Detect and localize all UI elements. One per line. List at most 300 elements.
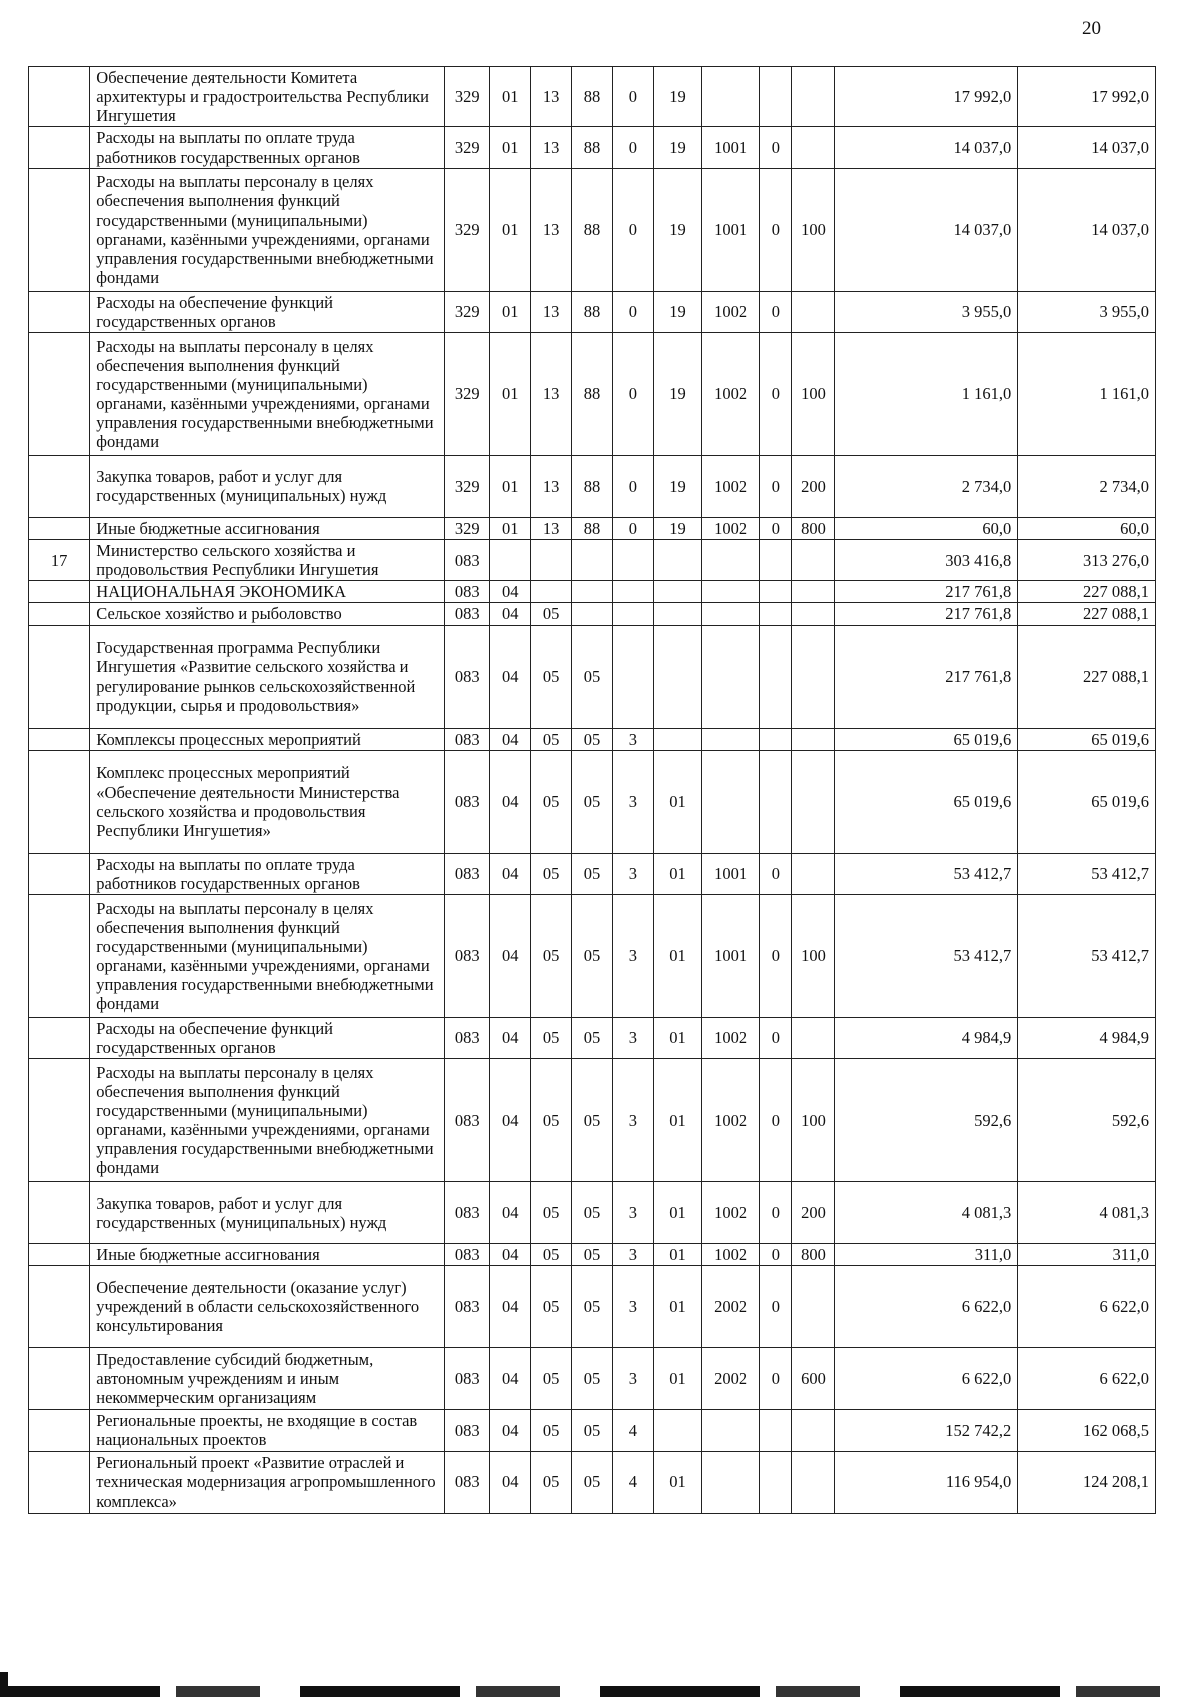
section-code: 01 <box>490 127 531 168</box>
expense-type-code <box>792 127 835 168</box>
program-type-code: 0 <box>612 455 653 517</box>
program-type-code: 4 <box>612 1451 653 1513</box>
amount-year-1: 17 992,0 <box>835 67 1018 127</box>
program-type-code: 3 <box>612 894 653 1017</box>
ministry-code: 329 <box>445 67 490 127</box>
row-description: Расходы на выплаты персоналу в целях обеспечения выполнения функций государственными (муниципальными) органами, казёнными учреждениями, органами управления государственными внебюджетными фондами <box>90 168 445 291</box>
structural-element-code: 01 <box>653 1451 701 1513</box>
direction-extra-code: 0 <box>760 291 792 332</box>
amount-year-1: 217 761,8 <box>835 603 1018 625</box>
section-code: 04 <box>490 894 531 1017</box>
subsection-code: 05 <box>531 1266 572 1348</box>
direction-extra-code: 0 <box>760 455 792 517</box>
section-code: 01 <box>490 168 531 291</box>
subsection-code: 05 <box>531 1244 572 1266</box>
ministry-code: 329 <box>445 168 490 291</box>
amount-year-1: 6 622,0 <box>835 1266 1018 1348</box>
ministry-code: 329 <box>445 517 490 539</box>
program-type-code: 3 <box>612 853 653 894</box>
ministry-code: 329 <box>445 291 490 332</box>
program-code: 88 <box>572 67 613 127</box>
direction-extra-code: 0 <box>760 1348 792 1410</box>
structural-element-code: 19 <box>653 127 701 168</box>
amount-year-1: 14 037,0 <box>835 168 1018 291</box>
table-row <box>29 540 1156 581</box>
table-row <box>29 1182 1156 1244</box>
section-code: 04 <box>490 1244 531 1266</box>
structural-element-code: 19 <box>653 517 701 539</box>
program-code: 88 <box>572 168 613 291</box>
structural-element-code: 19 <box>653 455 701 517</box>
structural-element-code <box>653 1410 701 1451</box>
expense-type-code <box>792 67 835 127</box>
table-row <box>29 332 1156 455</box>
structural-element-code <box>653 625 701 728</box>
table-row <box>29 1410 1156 1451</box>
row-description: Региональные проекты, не входящие в состав национальных проектов <box>90 1410 445 1451</box>
section-code: 04 <box>490 1059 531 1182</box>
direction-extra-code: 0 <box>760 894 792 1017</box>
section-code: 04 <box>490 1266 531 1348</box>
section-code: 01 <box>490 332 531 455</box>
table-row <box>29 603 1156 625</box>
direction-extra-code <box>760 750 792 853</box>
table-row <box>29 1348 1156 1410</box>
table-row <box>29 1244 1156 1266</box>
table-row <box>29 127 1156 168</box>
section-code: 04 <box>490 1451 531 1513</box>
direction-extra-code <box>760 540 792 581</box>
direction-code <box>702 750 760 853</box>
row-number <box>29 1410 90 1451</box>
direction-extra-code: 0 <box>760 332 792 455</box>
program-type-code <box>612 540 653 581</box>
direction-code <box>702 67 760 127</box>
program-type-code: 0 <box>612 168 653 291</box>
row-description: Расходы на выплаты персоналу в целях обеспечения выполнения функций государственными (муниципальными) органами, казёнными учреждениями, органами управления государственными внебюджетными фондами <box>90 894 445 1017</box>
subsection-code: 13 <box>531 291 572 332</box>
structural-element-code: 01 <box>653 1059 701 1182</box>
direction-extra-code <box>760 625 792 728</box>
subsection-code: 05 <box>531 1451 572 1513</box>
ministry-code: 083 <box>445 1059 490 1182</box>
program-type-code: 3 <box>612 750 653 853</box>
program-type-code: 0 <box>612 517 653 539</box>
expense-type-code: 600 <box>792 1348 835 1410</box>
structural-element-code: 01 <box>653 894 701 1017</box>
row-description: Предоставление субсидий бюджетным, автономным учреждениям и иным некоммерческим организациям <box>90 1348 445 1410</box>
amount-year-1: 3 955,0 <box>835 291 1018 332</box>
direction-code: 1002 <box>702 455 760 517</box>
structural-element-code <box>653 603 701 625</box>
table-row <box>29 894 1156 1017</box>
subsection-code: 05 <box>531 728 572 750</box>
amount-year-1: 152 742,2 <box>835 1410 1018 1451</box>
ministry-code: 329 <box>445 127 490 168</box>
program-code: 05 <box>572 1410 613 1451</box>
page-number: 20 <box>1082 18 1101 39</box>
expense-type-code: 800 <box>792 1244 835 1266</box>
amount-year-1: 65 019,6 <box>835 750 1018 853</box>
row-number <box>29 517 90 539</box>
program-type-code: 0 <box>612 332 653 455</box>
row-number <box>29 67 90 127</box>
amount-year-1: 14 037,0 <box>835 127 1018 168</box>
structural-element-code: 01 <box>653 1017 701 1058</box>
expense-type-code <box>792 291 835 332</box>
structural-element-code <box>653 728 701 750</box>
subsection-code: 05 <box>531 603 572 625</box>
program-type-code <box>612 625 653 728</box>
program-type-code: 0 <box>612 291 653 332</box>
amount-year-2: 592,6 <box>1018 1059 1156 1182</box>
amount-year-2: 6 622,0 <box>1018 1266 1156 1348</box>
direction-extra-code <box>760 67 792 127</box>
amount-year-2: 3 955,0 <box>1018 291 1156 332</box>
program-code: 05 <box>572 728 613 750</box>
direction-extra-code <box>760 603 792 625</box>
table-row <box>29 1017 1156 1058</box>
program-type-code: 3 <box>612 1266 653 1348</box>
structural-element-code: 19 <box>653 168 701 291</box>
row-description: Закупка товаров, работ и услуг для государственных (муниципальных) нужд <box>90 1182 445 1244</box>
program-code: 88 <box>572 127 613 168</box>
amount-year-2: 311,0 <box>1018 1244 1156 1266</box>
row-number <box>29 1348 90 1410</box>
row-description: Сельское хозяйство и рыболовство <box>90 603 445 625</box>
section-code: 04 <box>490 728 531 750</box>
row-number <box>29 853 90 894</box>
program-code: 05 <box>572 1017 613 1058</box>
amount-year-2: 60,0 <box>1018 517 1156 539</box>
structural-element-code: 19 <box>653 67 701 127</box>
direction-code: 1001 <box>702 894 760 1017</box>
direction-code: 2002 <box>702 1348 760 1410</box>
section-code: 04 <box>490 1182 531 1244</box>
section-code: 01 <box>490 517 531 539</box>
amount-year-2: 53 412,7 <box>1018 853 1156 894</box>
expense-type-code <box>792 625 835 728</box>
amount-year-1: 1 161,0 <box>835 332 1018 455</box>
amount-year-2: 162 068,5 <box>1018 1410 1156 1451</box>
program-code: 88 <box>572 517 613 539</box>
row-description: Обеспечение деятельности Комитета архитектуры и градостроительства Республики Ингушетия <box>90 67 445 127</box>
subsection-code: 13 <box>531 127 572 168</box>
structural-element-code <box>653 540 701 581</box>
program-code <box>572 603 613 625</box>
section-code: 01 <box>490 455 531 517</box>
expense-type-code <box>792 1266 835 1348</box>
amount-year-1: 303 416,8 <box>835 540 1018 581</box>
structural-element-code: 01 <box>653 853 701 894</box>
amount-year-2: 2 734,0 <box>1018 455 1156 517</box>
direction-code <box>702 625 760 728</box>
expense-type-code <box>792 1410 835 1451</box>
direction-extra-code <box>760 1451 792 1513</box>
section-code: 01 <box>490 291 531 332</box>
program-code: 88 <box>572 332 613 455</box>
table-row <box>29 517 1156 539</box>
budget-table <box>28 66 1156 1514</box>
structural-element-code: 19 <box>653 291 701 332</box>
program-type-code: 0 <box>612 67 653 127</box>
amount-year-1: 60,0 <box>835 517 1018 539</box>
direction-code <box>702 581 760 603</box>
section-code: 04 <box>490 581 531 603</box>
structural-element-code <box>653 581 701 603</box>
direction-code: 1001 <box>702 168 760 291</box>
row-number <box>29 455 90 517</box>
ministry-code: 083 <box>445 1348 490 1410</box>
amount-year-2: 227 088,1 <box>1018 581 1156 603</box>
subsection-code: 05 <box>531 1348 572 1410</box>
direction-extra-code: 0 <box>760 168 792 291</box>
direction-code: 1002 <box>702 517 760 539</box>
row-description: Иные бюджетные ассигнования <box>90 517 445 539</box>
row-number <box>29 1244 90 1266</box>
amount-year-1: 4 081,3 <box>835 1182 1018 1244</box>
row-number <box>29 1059 90 1182</box>
table-row <box>29 750 1156 853</box>
amount-year-2: 14 037,0 <box>1018 127 1156 168</box>
program-type-code: 0 <box>612 127 653 168</box>
row-number <box>29 1182 90 1244</box>
row-description: Региональный проект «Развитие отраслей и техническая модернизация агропромышленного комплекса» <box>90 1451 445 1513</box>
direction-code: 1002 <box>702 1017 760 1058</box>
direction-extra-code <box>760 1410 792 1451</box>
ministry-code: 329 <box>445 455 490 517</box>
amount-year-1: 6 622,0 <box>835 1348 1018 1410</box>
expense-type-code <box>792 1017 835 1058</box>
expense-type-code <box>792 728 835 750</box>
ministry-code: 083 <box>445 894 490 1017</box>
amount-year-2: 17 992,0 <box>1018 67 1156 127</box>
program-type-code: 3 <box>612 1182 653 1244</box>
direction-extra-code: 0 <box>760 1266 792 1348</box>
program-type-code: 3 <box>612 1059 653 1182</box>
direction-code <box>702 728 760 750</box>
subsection-code: 05 <box>531 1182 572 1244</box>
subsection-code: 13 <box>531 455 572 517</box>
amount-year-1: 217 761,8 <box>835 625 1018 728</box>
ministry-code: 083 <box>445 728 490 750</box>
row-description: Расходы на выплаты персоналу в целях обеспечения выполнения функций государственными (муниципальными) органами, казёнными учреждениями, органами управления государственными внебюджетными фондами <box>90 1059 445 1182</box>
section-code: 04 <box>490 603 531 625</box>
row-number <box>29 1017 90 1058</box>
program-type-code <box>612 603 653 625</box>
row-number <box>29 894 90 1017</box>
row-number <box>29 1266 90 1348</box>
subsection-code: 05 <box>531 750 572 853</box>
direction-code: 1002 <box>702 1244 760 1266</box>
direction-extra-code: 0 <box>760 517 792 539</box>
program-code: 05 <box>572 894 613 1017</box>
subsection-code: 05 <box>531 894 572 1017</box>
structural-element-code: 01 <box>653 1266 701 1348</box>
program-code: 05 <box>572 1244 613 1266</box>
row-number <box>29 728 90 750</box>
amount-year-2: 14 037,0 <box>1018 168 1156 291</box>
section-code: 04 <box>490 1410 531 1451</box>
subsection-code <box>531 581 572 603</box>
subsection-code: 13 <box>531 67 572 127</box>
expense-type-code <box>792 750 835 853</box>
direction-extra-code: 0 <box>760 1182 792 1244</box>
section-code: 04 <box>490 750 531 853</box>
subsection-code: 05 <box>531 853 572 894</box>
amount-year-1: 53 412,7 <box>835 853 1018 894</box>
amount-year-2: 4 984,9 <box>1018 1017 1156 1058</box>
table-row <box>29 853 1156 894</box>
subsection-code: 05 <box>531 1410 572 1451</box>
table-row <box>29 728 1156 750</box>
ministry-code: 083 <box>445 1410 490 1451</box>
expense-type-code: 800 <box>792 517 835 539</box>
table-body <box>29 67 1156 1514</box>
scan-bottom-edge <box>0 1686 1200 1697</box>
row-number <box>29 291 90 332</box>
amount-year-1: 217 761,8 <box>835 581 1018 603</box>
table-row <box>29 67 1156 127</box>
amount-year-2: 6 622,0 <box>1018 1348 1156 1410</box>
program-code: 05 <box>572 1059 613 1182</box>
expense-type-code: 200 <box>792 1182 835 1244</box>
amount-year-2: 1 161,0 <box>1018 332 1156 455</box>
direction-code <box>702 1451 760 1513</box>
expense-type-code: 100 <box>792 168 835 291</box>
table-row <box>29 291 1156 332</box>
amount-year-1: 592,6 <box>835 1059 1018 1182</box>
direction-extra-code: 0 <box>760 1017 792 1058</box>
subsection-code: 13 <box>531 168 572 291</box>
ministry-code: 083 <box>445 1182 490 1244</box>
row-number <box>29 603 90 625</box>
structural-element-code: 01 <box>653 1182 701 1244</box>
ministry-code: 083 <box>445 1451 490 1513</box>
expense-type-code: 100 <box>792 332 835 455</box>
ministry-code: 329 <box>445 332 490 455</box>
row-description: Расходы на обеспечение функций государственных органов <box>90 1017 445 1058</box>
section-code: 04 <box>490 1348 531 1410</box>
row-description: Комплексы процессных мероприятий <box>90 728 445 750</box>
program-type-code <box>612 581 653 603</box>
amount-year-2: 227 088,1 <box>1018 603 1156 625</box>
row-number <box>29 1451 90 1513</box>
program-code <box>572 581 613 603</box>
table-row <box>29 581 1156 603</box>
direction-code <box>702 603 760 625</box>
direction-extra-code <box>760 581 792 603</box>
row-number <box>29 581 90 603</box>
ministry-code: 083 <box>445 1017 490 1058</box>
direction-code: 1002 <box>702 291 760 332</box>
direction-code: 1002 <box>702 332 760 455</box>
structural-element-code: 19 <box>653 332 701 455</box>
ministry-code: 083 <box>445 853 490 894</box>
row-description: Обеспечение деятельности (оказание услуг) учреждений в области сельскохозяйственного консультирования <box>90 1266 445 1348</box>
row-description: Государственная программа Республики Ингушетия «Развитие сельского хозяйства и регулирование рынков сельскохозяйственной продукции, сырья и продовольствия» <box>90 625 445 728</box>
amount-year-1: 116 954,0 <box>835 1451 1018 1513</box>
program-type-code: 3 <box>612 728 653 750</box>
table-row <box>29 1059 1156 1182</box>
table-row <box>29 1451 1156 1513</box>
section-code <box>490 540 531 581</box>
expense-type-code <box>792 1451 835 1513</box>
row-description: Министерство сельского хозяйства и продовольствия Республики Ингушетия <box>90 540 445 581</box>
expense-type-code <box>792 603 835 625</box>
amount-year-1: 4 984,9 <box>835 1017 1018 1058</box>
expense-type-code: 100 <box>792 1059 835 1182</box>
ministry-code: 083 <box>445 625 490 728</box>
row-description: Расходы на обеспечение функций государственных органов <box>90 291 445 332</box>
direction-code: 1001 <box>702 853 760 894</box>
section-code: 04 <box>490 1017 531 1058</box>
table-row <box>29 625 1156 728</box>
structural-element-code: 01 <box>653 1348 701 1410</box>
amount-year-2: 53 412,7 <box>1018 894 1156 1017</box>
subsection-code: 05 <box>531 1017 572 1058</box>
ministry-code: 083 <box>445 750 490 853</box>
ministry-code: 083 <box>445 581 490 603</box>
ministry-code: 083 <box>445 1266 490 1348</box>
row-description: Комплекс процессных мероприятий «Обеспечение деятельности Министерства сельского хозяйства и продовольствия Республики Ингушетия» <box>90 750 445 853</box>
amount-year-1: 65 019,6 <box>835 728 1018 750</box>
ministry-code: 083 <box>445 540 490 581</box>
expense-type-code: 100 <box>792 894 835 1017</box>
program-code: 05 <box>572 1266 613 1348</box>
program-type-code: 3 <box>612 1244 653 1266</box>
direction-code: 1002 <box>702 1059 760 1182</box>
direction-extra-code: 0 <box>760 1244 792 1266</box>
program-code: 88 <box>572 291 613 332</box>
direction-code: 1001 <box>702 127 760 168</box>
ministry-code: 083 <box>445 603 490 625</box>
subsection-code <box>531 540 572 581</box>
amount-year-2: 227 088,1 <box>1018 625 1156 728</box>
structural-element-code: 01 <box>653 1244 701 1266</box>
expense-type-code <box>792 853 835 894</box>
amount-year-2: 65 019,6 <box>1018 750 1156 853</box>
expense-type-code: 200 <box>792 455 835 517</box>
subsection-code: 13 <box>531 332 572 455</box>
row-description: НАЦИОНАЛЬНАЯ ЭКОНОМИКА <box>90 581 445 603</box>
amount-year-2: 4 081,3 <box>1018 1182 1156 1244</box>
program-code: 05 <box>572 853 613 894</box>
direction-code: 1002 <box>702 1182 760 1244</box>
direction-extra-code <box>760 728 792 750</box>
amount-year-2: 313 276,0 <box>1018 540 1156 581</box>
row-description: Иные бюджетные ассигнования <box>90 1244 445 1266</box>
row-number: 17 <box>29 540 90 581</box>
row-number <box>29 625 90 728</box>
program-code: 05 <box>572 1451 613 1513</box>
row-description: Расходы на выплаты персоналу в целях обеспечения выполнения функций государственными (муниципальными) органами, казёнными учреждениями, органами управления государственными внебюджетными фондами <box>90 332 445 455</box>
row-description: Расходы на выплаты по оплате труда работников государственных органов <box>90 127 445 168</box>
subsection-code: 05 <box>531 1059 572 1182</box>
table-row <box>29 1266 1156 1348</box>
subsection-code: 13 <box>531 517 572 539</box>
program-type-code: 4 <box>612 1410 653 1451</box>
table-row <box>29 168 1156 291</box>
row-number <box>29 127 90 168</box>
amount-year-1: 311,0 <box>835 1244 1018 1266</box>
section-code: 04 <box>490 853 531 894</box>
section-code: 01 <box>490 67 531 127</box>
row-number <box>29 168 90 291</box>
expense-type-code <box>792 540 835 581</box>
row-description: Закупка товаров, работ и услуг для государственных (муниципальных) нужд <box>90 455 445 517</box>
amount-year-2: 124 208,1 <box>1018 1451 1156 1513</box>
